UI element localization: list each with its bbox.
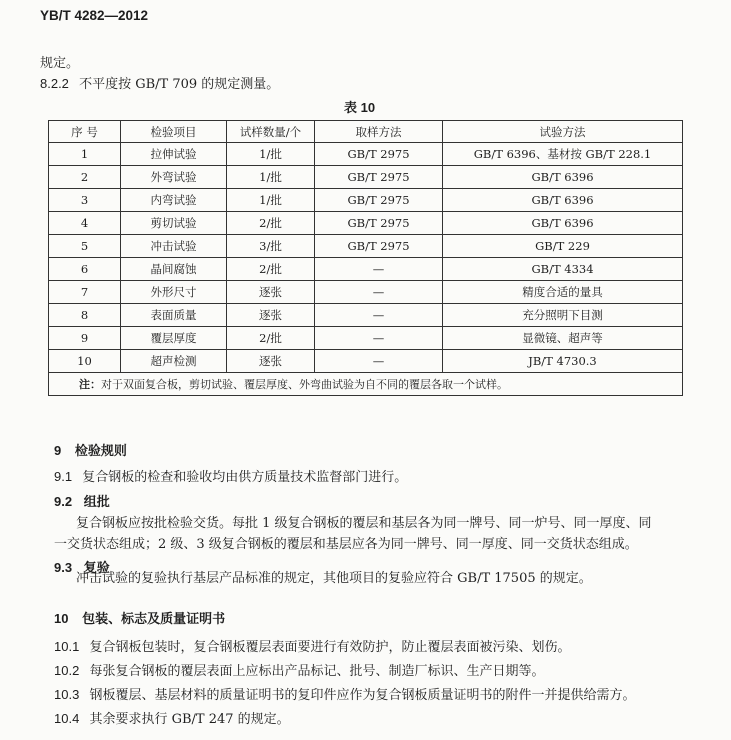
table-row — [49, 143, 683, 166]
table-cell: 逐张 — [227, 281, 315, 304]
clause-9-1 — [54, 466, 407, 485]
column-header: 取样方法 — [315, 121, 443, 143]
clause-8-2-2 — [40, 73, 279, 92]
table-cell: GB/T 2975 — [315, 189, 443, 212]
section-title: 包装、标志及质量证明书 — [82, 611, 226, 626]
table-row — [49, 327, 683, 350]
clause-9-3-text: 冲击试验的复验执行基层产品标准的规定，其他项目的复验应符合 GB/T 17505 的规定。 — [76, 571, 592, 586]
table-cell: 6 — [49, 258, 121, 281]
table-cell: 外形尺寸 — [121, 281, 227, 304]
table-row — [49, 212, 683, 235]
table-cell: GB/T 4334 — [443, 258, 683, 281]
table-cell: 1 — [49, 143, 121, 166]
table-cell: GB/T 6396 — [443, 189, 683, 212]
clause-10-3 — [54, 684, 635, 703]
table-cell: 逐张 — [227, 350, 315, 373]
table-cell: — — [315, 327, 443, 350]
clause-10-1 — [54, 636, 570, 655]
clause-9-2-line-1: 复合钢板应按批检验交货。每批 1 级复合钢板的覆层和基层各为同一牌号、同一炉号、同一厚度、同 — [76, 516, 652, 531]
table-cell: 2/批 — [227, 212, 315, 235]
table-cell: GB/T 2975 — [315, 143, 443, 166]
section-title: 检验规则 — [74, 443, 127, 458]
note-text: 对于双面复合板，剪切试验、覆层厚度、外弯曲试验为自不同的覆层各取一个试样。 — [101, 378, 508, 391]
column-header: 检验项目 — [121, 121, 227, 143]
table-cell: 逐张 — [227, 304, 315, 327]
clause-number: 9.1 — [54, 469, 73, 484]
clause-number: 9.2 — [54, 494, 73, 509]
clause-10-4 — [54, 708, 290, 727]
table-cell: GB/T 229 — [443, 235, 683, 258]
column-header: 试验方法 — [443, 121, 683, 143]
clause-text: 钢板覆层、基层材料的质量证明书的复印件应作为复合钢板质量证明书的附件一并提供给需方。 — [89, 688, 636, 703]
table-cell: 1/批 — [227, 189, 315, 212]
section-number: 10 — [54, 611, 69, 626]
table-cell: 2 — [49, 166, 121, 189]
section-number: 9 — [54, 443, 62, 458]
table-cell: 表面质量 — [121, 304, 227, 327]
table-row — [49, 189, 683, 212]
table-cell: 2/批 — [227, 258, 315, 281]
clause-10-2 — [54, 660, 544, 679]
table-row — [49, 304, 683, 327]
table-cell: GB/T 6396、基材按 GB/T 228.1 — [443, 143, 683, 166]
table-cell: 超声检测 — [121, 350, 227, 373]
table-cell: 10 — [49, 350, 121, 373]
table-row — [49, 166, 683, 189]
clause-number: 8.2.2 — [40, 76, 69, 91]
clause-title: 复验 — [83, 560, 110, 575]
table-cell: 拉伸试验 — [121, 143, 227, 166]
table-cell: 晶间腐蚀 — [121, 258, 227, 281]
table-cell: — — [315, 258, 443, 281]
clause-title: 组批 — [83, 494, 110, 509]
table-cell: — — [315, 304, 443, 327]
table-cell: 外弯试验 — [121, 166, 227, 189]
table-cell: 充分照明下目测 — [443, 304, 683, 327]
column-header: 试样数量/个 — [227, 121, 315, 143]
clause-number: 10.4 — [54, 711, 80, 726]
continued-text: 规定。 — [40, 56, 80, 71]
table-row — [49, 235, 683, 258]
table-header-row — [49, 121, 683, 143]
table-cell: GB/T 2975 — [315, 166, 443, 189]
table-cell: 内弯试验 — [121, 189, 227, 212]
clause-9-2-line-2: 一交货状态组成；2 级、3 级复合钢板的覆层和基层应各为同一牌号、同一厚度、同一交货状态组成。 — [54, 537, 638, 552]
table-cell: 4 — [49, 212, 121, 235]
table-cell: 1/批 — [227, 166, 315, 189]
clause-9-2-heading — [54, 491, 110, 510]
table-cell: — — [315, 281, 443, 304]
table-cell: 2/批 — [227, 327, 315, 350]
note-label: 注： — [79, 379, 101, 391]
clause-text: 不平度按 GB/T 709 的规定测量。 — [79, 77, 280, 92]
inspection-table — [48, 120, 683, 396]
table-row — [49, 258, 683, 281]
table-cell: JB/T 4730.3 — [443, 350, 683, 373]
table-cell: 5 — [49, 235, 121, 258]
document-code: YB/T 4282—2012 — [40, 8, 149, 23]
table-cell: 9 — [49, 327, 121, 350]
table-cell: GB/T 2975 — [315, 212, 443, 235]
table-cell: 冲击试验 — [121, 235, 227, 258]
table-cell: 3 — [49, 189, 121, 212]
table-cell: 8 — [49, 304, 121, 327]
table-cell: GB/T 6396 — [443, 212, 683, 235]
table-cell: 1/批 — [227, 143, 315, 166]
clause-text: 复合钢板包装时，复合钢板覆层表面要进行有效防护，防止覆层表面被污染、划伤。 — [89, 640, 571, 655]
clause-number: 9.3 — [54, 560, 73, 575]
clause-text: 其余要求执行 GB/T 247 的规定。 — [89, 712, 290, 727]
clause-number: 10.2 — [54, 663, 80, 678]
table-cell: 3/批 — [227, 235, 315, 258]
section-9-heading — [54, 440, 127, 459]
clause-text: 每张复合钢板的覆层表面上应标出产品标记、批号、制造厂标识、生产日期等。 — [89, 664, 545, 679]
table-cell: GB/T 2975 — [315, 235, 443, 258]
table-row — [49, 281, 683, 304]
table-note-row — [49, 373, 683, 396]
clause-number: 10.1 — [54, 639, 80, 654]
table-cell: GB/T 6396 — [443, 166, 683, 189]
table-note — [49, 373, 683, 396]
table-cell: — — [315, 350, 443, 373]
table-cell: 剪切试验 — [121, 212, 227, 235]
clause-text: 复合钢板的检查和验收均由供方质量技术监督部门进行。 — [82, 470, 408, 485]
table-cell: 覆层厚度 — [121, 327, 227, 350]
column-header: 序 号 — [49, 121, 121, 143]
section-10-heading — [54, 608, 225, 627]
table-cell: 显微镜、超声等 — [443, 327, 683, 350]
table-cell: 精度合适的量具 — [443, 281, 683, 304]
table-row — [49, 350, 683, 373]
table-cell: 7 — [49, 281, 121, 304]
table-caption: 表 10 — [344, 100, 376, 115]
clause-number: 10.3 — [54, 687, 80, 702]
